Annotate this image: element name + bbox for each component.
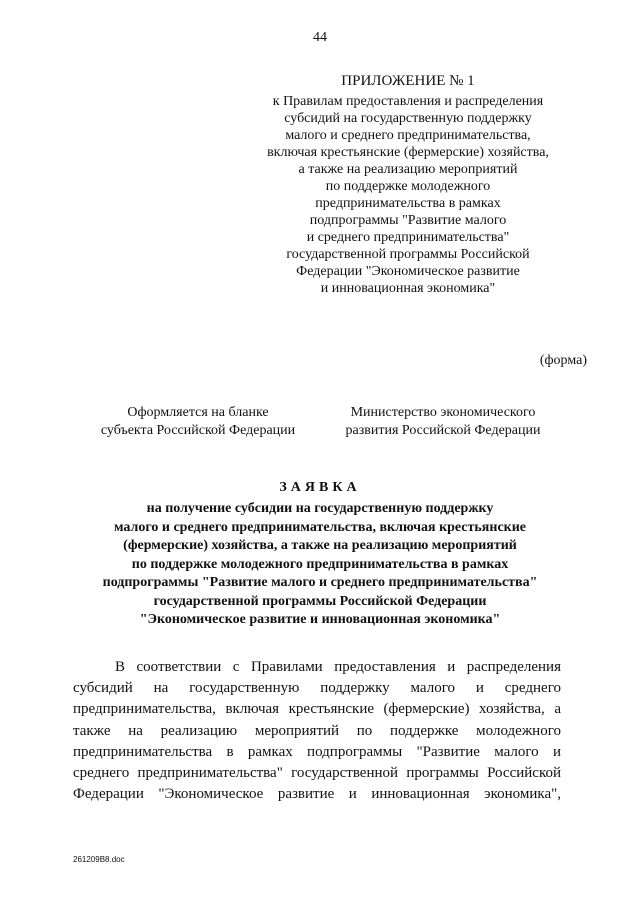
file-name-footer: 261209В8.doc bbox=[73, 855, 125, 864]
body-line: субсидий на государственную поддержку малого и среднего bbox=[73, 680, 561, 697]
appendix-line: по поддержке молодежного bbox=[325, 179, 491, 194]
appendix-line: подпрограммы "Развитие малого bbox=[309, 213, 507, 228]
page-number: 44 bbox=[313, 30, 327, 45]
appendix-line: государственной программы Российской bbox=[286, 247, 530, 262]
letterhead-note-line: субъекта Российской Федерации bbox=[100, 423, 296, 438]
body-line: среднего предпринимательства" государственной программы Российской bbox=[73, 765, 561, 782]
body-line: Федерации "Экономическое развитие и инновационная экономика", bbox=[73, 786, 561, 803]
body-paragraph bbox=[73, 657, 561, 805]
appendix-line: и инновационная экономика" bbox=[320, 281, 496, 296]
subheading-line: малого и среднего предпринимательства, включая крестьянские bbox=[113, 519, 527, 535]
body-line: предпринимательства в рамках подпрограммы "Развитие малого и bbox=[73, 743, 561, 760]
appendix-line: Федерации "Экономическое развитие bbox=[296, 264, 520, 279]
appendix-line: предпринимательства в рамках bbox=[315, 196, 501, 211]
appendix-line: включая крестьянские (фермерские) хозяйства, bbox=[267, 145, 549, 160]
subheading-line: подпрограммы "Развитие малого и среднего предпринимательства" bbox=[102, 575, 538, 590]
form-label: (форма) bbox=[539, 353, 587, 368]
subheading-line: (фермерские) хозяйства, а также на реализацию мероприятий bbox=[123, 538, 517, 553]
document-heading: ЗАЯВКА bbox=[279, 480, 361, 495]
appendix-title: ПРИЛОЖЕНИЕ № 1 bbox=[341, 73, 475, 89]
body-line: предпринимательства, включая крестьянские (фермерские) хозяйства, а bbox=[73, 701, 561, 718]
subheading-line: на получение субсидии на государственную поддержку bbox=[146, 501, 494, 516]
addressee-line: развития Российской Федерации bbox=[345, 423, 541, 438]
appendix-line: малого и среднего предпринимательства, bbox=[285, 128, 531, 143]
subheading-line: по поддержке молодежного предпринимательства в рамках bbox=[131, 556, 509, 572]
document-subheading bbox=[60, 500, 580, 630]
appendix-line: а также на реализацию мероприятий bbox=[298, 162, 518, 177]
appendix-line: и среднего предпринимательства" bbox=[306, 230, 510, 245]
addressee-line: Министерство экономического bbox=[350, 405, 536, 420]
subheading-line: государственной программы Российской Федерации bbox=[153, 593, 487, 609]
body-line: В соответствии с Правилами предоставления и распределения bbox=[115, 659, 561, 675]
appendix-line: субсидий на государственную поддержку bbox=[284, 111, 532, 126]
addressee bbox=[330, 404, 556, 440]
appendix-header bbox=[248, 73, 568, 297]
subheading-line: "Экономическое развитие и инновационная экономика" bbox=[139, 612, 501, 627]
appendix-line: к Правилам предоставления и распределения bbox=[272, 94, 544, 109]
letterhead-note-line: Оформляется на бланке bbox=[127, 405, 269, 420]
body-line: также на реализацию мероприятий по поддержке молодежного bbox=[73, 722, 561, 739]
letterhead-note bbox=[88, 404, 308, 440]
